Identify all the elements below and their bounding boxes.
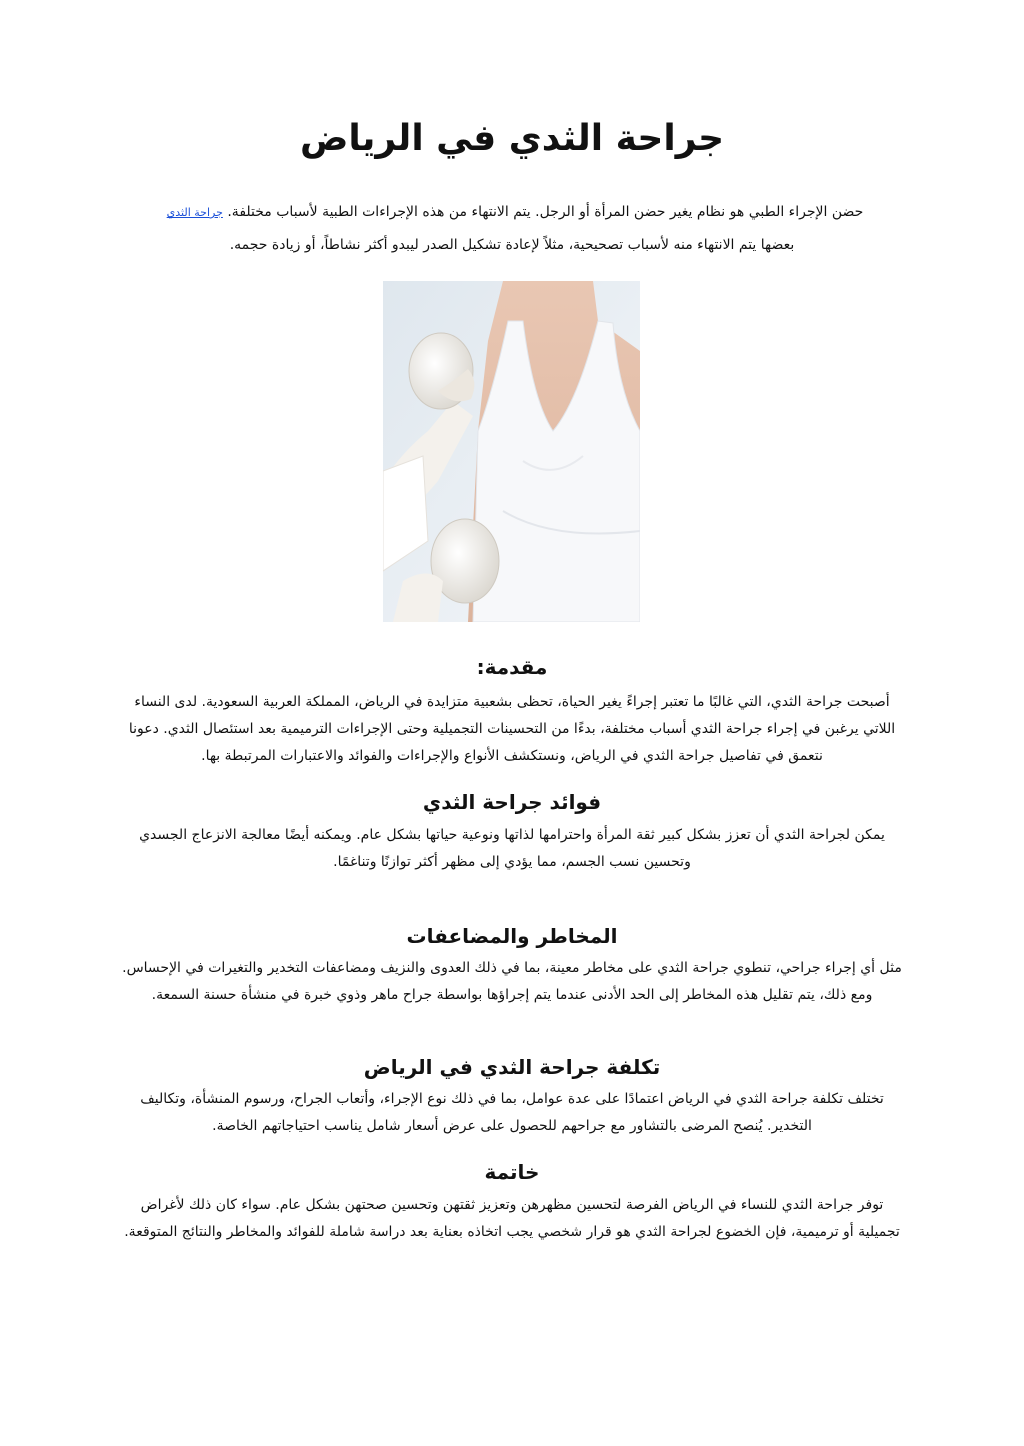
- section-heading-risks: المخاطر والمضاعفات: [406, 924, 618, 948]
- section-body-conclusion: توفر جراحة الثدي للنساء في الرياض الفرصة لتحسين مظهرهن وتعزيز ثقتهن وتحسين صحتهن بشكل عام. سواء كان ذلك لأغراض تجميلية أو ترميمية، فإن الخضوع لجراحة الثدي هو قرار شخصي يجب اتخاذه بعناية بعد دراسة شاملة للفوائد والمخاطر والنتائج المتوقعة.: [124, 1197, 900, 1240]
- intro-paragraph: [120, 196, 904, 261]
- section-heading-cost: تكلفة جراحة الثدي في الرياض: [363, 1055, 661, 1079]
- section-heading-intro: مقدمة:: [476, 655, 548, 679]
- section-heading-conclusion: خاتمة: [484, 1160, 540, 1184]
- intro-line-1-text: حضن الإجراء الطبي هو نظام يغير حضن المرأة أو الرجل. يتم الانتهاء من هذه الإجراءات الطبية لأسباب مختلفة.: [227, 204, 864, 220]
- section-body-benefits: يمكن لجراحة الثدي أن تعزز بشكل كبير ثقة المرأة واحترامها لذاتها ونوعية حياتها بشكل عام. ويمكنه أيضًا معالجة الانزعاج الجسدي وتحسين نسب الجسم، مما يؤدي إلى مظهر أكثر توازنًا وتناغمًا.: [139, 827, 885, 870]
- section-heading-benefits: فوائد جراحة الثدي: [422, 790, 602, 814]
- article-photo: [383, 281, 640, 622]
- section-body-intro: أصبحت جراحة الثدي، التي غالبًا ما تعتبر إجراءً يغير الحياة، تحظى بشعبية متزايدة في الرياض، المملكة العربية السعودية. لدى النساء اللاتي يرغبن في إجراء جراحة الثدي أسباب مختلفة، بدءًا من التحسينات التجميلية وحتى الإجراءات الترميمية بعد استئصال الثدي. دعونا نتعمق في تفاصيل جراحة الثدي في الرياض، ونستكشف الأنواع والإجراءات والفوائد والاعتبارات المرتبطة بها.: [128, 694, 896, 764]
- intro-line-2: بعضها يتم الانتهاء منه لأسباب تصحيحية، مثلاً لإعادة تشكيل الصدر ليبدو أكثر نشاطاً، أو زيادة حجمه.: [229, 237, 795, 253]
- section-body-cost: تختلف تكلفة جراحة الثدي في الرياض اعتمادًا على عدة عوامل، بما في ذلك نوع الإجراء، وأتعاب الجراح، ورسوم المنشأة، وتكاليف التخدير. يُنصح المرضى بالتشاور مع جراحهم للحصول على عرض أسعار شامل يناسب احتياجاتهم الخاصة.: [140, 1091, 884, 1134]
- intro-line-1: [120, 196, 904, 229]
- breast-surgery-link[interactable]: جراحة الثدي: [166, 206, 223, 219]
- woman-in-bra-illustration: [383, 281, 640, 622]
- page-title: جراحة الثدي في الرياض: [299, 118, 725, 159]
- section-body-risks: مثل أي إجراء جراحي، تنطوي جراحة الثدي على مخاطر معينة، بما في ذلك العدوى والنزيف ومضاعفات التخدير والتغيرات في الإحساس. ومع ذلك، يتم تقليل هذه المخاطر إلى الحد الأدنى عندما يتم إجراؤها بواسطة جراح ماهر وذوي خبرة في منشأة حسنة السمعة.: [122, 960, 902, 1003]
